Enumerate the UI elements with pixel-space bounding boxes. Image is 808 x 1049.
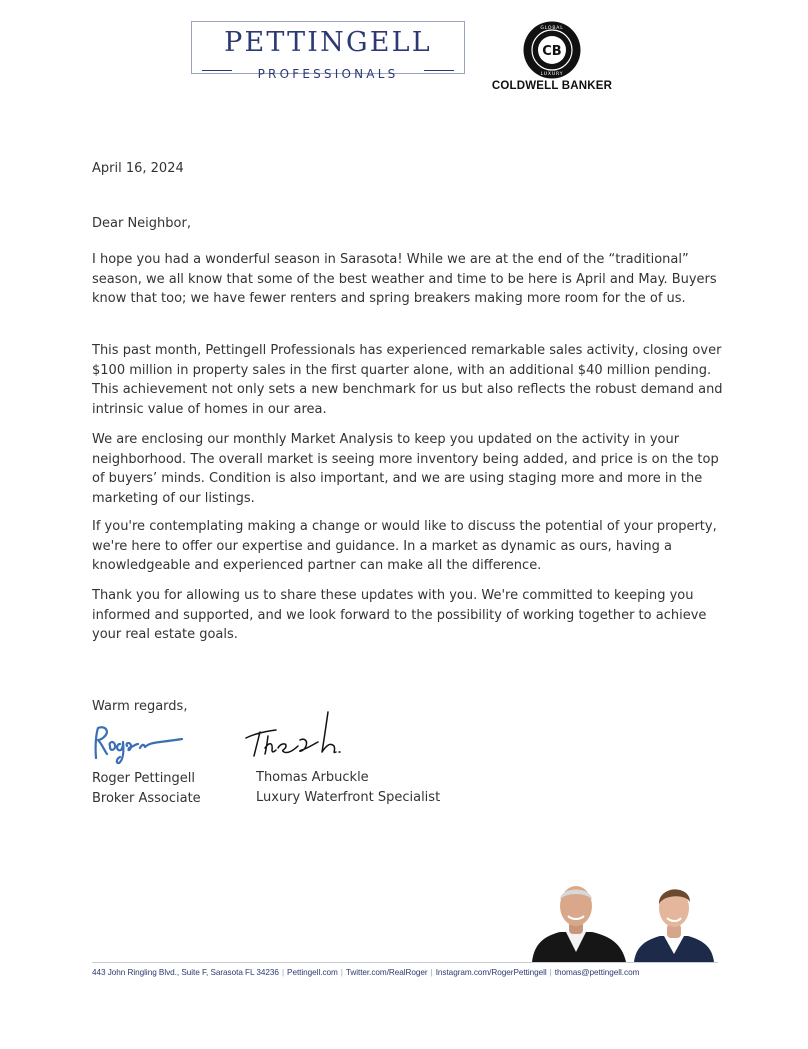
- roger-signature-icon: [90, 722, 190, 766]
- signer-roger-title: Broker Associate: [92, 790, 201, 806]
- svg-text:LUXURY: LUXURY: [540, 72, 564, 77]
- footer-instagram-link[interactable]: Instagram.com/RogerPettingell: [435, 968, 547, 977]
- logo-sub-text: PROFESSIONALS: [257, 67, 399, 81]
- footer-separator: |: [281, 968, 285, 977]
- brokerage-name: COLDWELL BANKER: [491, 80, 613, 92]
- letter-date: April 16, 2024: [92, 161, 184, 176]
- footer-website-link[interactable]: Pettingell.com: [287, 968, 338, 977]
- signer-thomas: [256, 768, 440, 807]
- thomas-signature-icon: [242, 706, 352, 762]
- roger-portrait-icon: [532, 886, 626, 962]
- svg-text:GLOBAL: GLOBAL: [540, 26, 564, 31]
- agents-photo: [530, 878, 716, 962]
- salutation: Dear Neighbor,: [92, 216, 191, 231]
- footer-contact: [92, 968, 718, 977]
- coldwell-banker-global-luxury-badge-icon: [522, 20, 582, 80]
- paragraph-sales: This past month, Pettingell Professionals has experienced remarkable sales activity, closing over $100 million in property sales in the first quarter alone, with an additional $40 million pending. This achievement not only sets a new benchmark for us but also reflects the robust demand and intrinsic value of homes in our area.: [92, 343, 723, 417]
- pettingell-professionals-logo: [191, 21, 465, 81]
- logo-sub-row: [192, 63, 464, 81]
- footer-separator: |: [430, 968, 433, 977]
- logo-rule-right: [424, 70, 454, 71]
- logo-rule-left: [202, 70, 232, 71]
- paragraph-intro: I hope you had a wonderful season in Sarasota! While we are at the end of the “traditional” season, we all know that some of the best weather and time to be here is April and May. Buyers know that too; we have fewer renters and spring breakers making more room for the of us.: [92, 252, 717, 306]
- thomas-portrait-icon: [634, 889, 714, 962]
- signer-thomas-name: Thomas Arbuckle: [256, 770, 369, 785]
- footer-separator: |: [549, 968, 552, 977]
- logo-main-text: PETTINGELL: [224, 27, 432, 58]
- signer-thomas-title: Luxury Waterfront Specialist: [256, 789, 441, 805]
- footer-email-link[interactable]: thomas@pettingell.com: [554, 968, 640, 977]
- paragraph-offer: If you're contemplating making a change or would like to discuss the potential of your property, we're here to offer our expertise and guidance. In a market as dynamic as ours, having a knowledgeable and experienced partner can make all the difference.: [92, 519, 717, 573]
- footer-separator: |: [340, 968, 343, 977]
- svg-text:CB: CB: [542, 44, 562, 59]
- footer-twitter-link[interactable]: Twitter.com/RealRoger: [345, 968, 428, 977]
- paragraph-market-analysis: We are enclosing our monthly Market Analysis to keep you updated on the activity in your neighborhood. The overall market is seeing more inventory being added, and price is on the top of buyers’ minds. Condition is also important, and we are using staging more and more in the marketing of our listings.: [92, 432, 719, 506]
- signer-roger-name: Roger Pettingell: [92, 771, 196, 786]
- footer-address: 443 John Ringling Blvd., Suite F, Sarasota FL 34236: [92, 968, 279, 977]
- signer-roger: [92, 769, 201, 808]
- closing: Warm regards,: [92, 699, 188, 714]
- footer-divider: [92, 962, 718, 963]
- paragraph-thanks: Thank you for allowing us to share these updates with you. We're committed to keeping you informed and supported, and we look forward to the possibility of working together to achieve your real estate goals.: [92, 588, 707, 642]
